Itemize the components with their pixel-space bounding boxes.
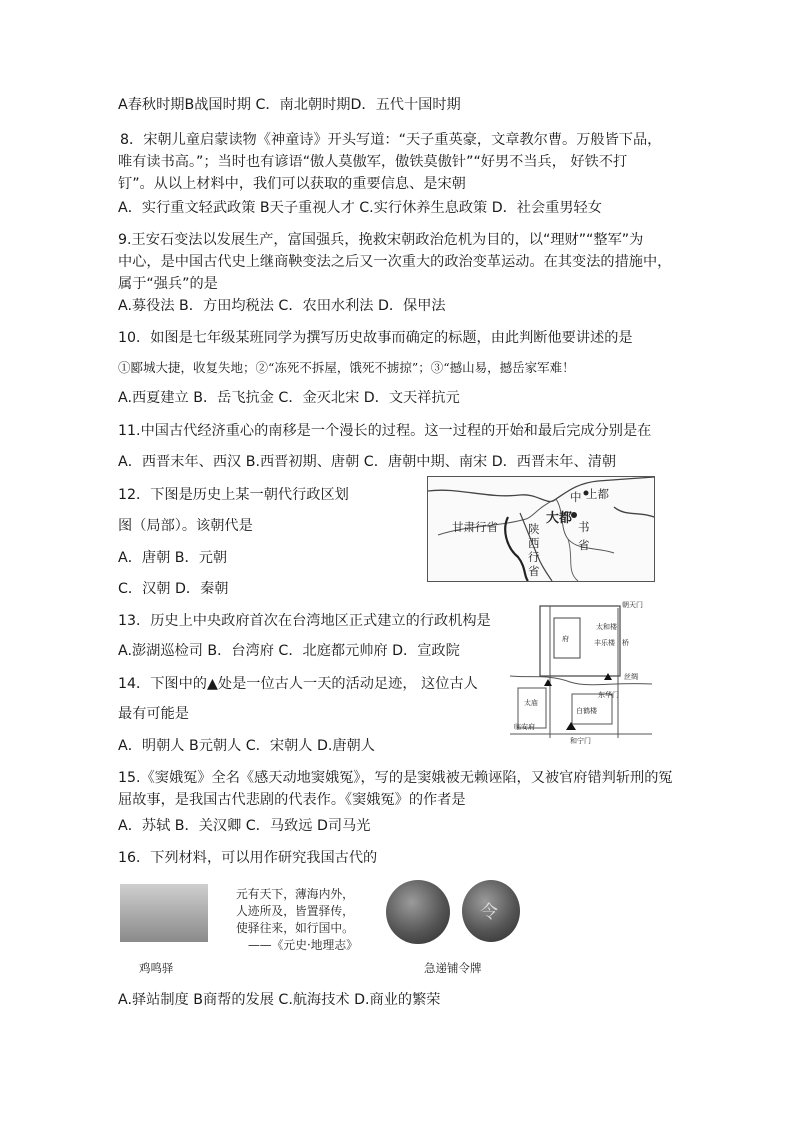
q7-options: A春秋时期B战国时期 C．南北朝时期D．五代十国时期 — [118, 97, 461, 113]
map-label-gansu: 甘肃行省 — [452, 520, 498, 534]
q12-stem-line-2: 图（局部）。该朝代是 — [118, 518, 253, 534]
q15-options: A．苏轼 B．关汉卿 C．马致远 D司马光 — [118, 818, 371, 834]
q14-label-9: 临安府 — [514, 723, 535, 731]
q8-options: A．实行重文轻武政策 B天子重视人才 C.实行休养生息政策 D．社会重男轻女 — [118, 200, 602, 216]
quote-line-1: 元有天下，薄海内外， — [236, 887, 354, 901]
q10-titles: ①郾城大捷，收复失地；②“冻死不拆屋，饿死不掳掠”；③“撼山易，撼岳家军难！ — [118, 360, 575, 375]
q13-options: A.澎湖巡检司 B．台湾府 C．北庭都元帅府 D．宣政院 — [118, 643, 460, 659]
token-caption: 急递铺令牌 — [424, 961, 482, 975]
quote-line-3: 使驿往来，如行国中。 — [236, 921, 354, 935]
q8-stem-line-2: 唯有读书高。”；当时也有谚语“傲人莫傲军，傲铁莫傲针”“好男不当兵， 好铁不打 — [118, 154, 628, 170]
q15-stem-line-2: 屈故事，是我国古代悲剧的代表作。《窦娥冤》的作者是 — [118, 792, 466, 808]
q11-options: A．西晋末年、西汉 B.西晋初期、唐朝 C．唐朝中期、南宋 D．西晋末年、清朝 — [118, 454, 617, 470]
map-label-dadu: 大都 — [546, 511, 573, 526]
q12-dynasty-map — [427, 476, 655, 582]
jimingyi-photo — [120, 884, 208, 942]
q14-label-8: 白鹤楼 — [576, 707, 597, 715]
q13-stem: 13．历史上中央政府首次在台湾地区正式建立的行政机构是 — [118, 613, 491, 629]
q14-label-0: 朝天门 — [622, 601, 643, 609]
q14-options: A．明朝人 B元朝人 C．宋朝人 D.唐朝人 — [118, 738, 375, 754]
q14-label-3: 府 — [562, 635, 569, 643]
q8-stem-line-1: 8．宋朝儿童启蒙读物《神童诗》开头写道：“天子重英豪，文章教尔曹。万般皆下品， — [120, 132, 662, 148]
q10-options: A.西夏建立 B．岳飞抗金 C．金灭北宋 D．文天祥抗元 — [118, 390, 460, 406]
q14-stem-line-1: 14．下图中的▲处是一位古人一天的活动足迹， 这位古人 — [118, 676, 478, 692]
q10-stem: 10．如图是七年级某班同学为撰写历史故事而确定的标题，由此判断他要讲述的是 — [118, 330, 633, 346]
q16-stem: 16．下列材料，可以用作研究我国古代的 — [118, 850, 378, 866]
q12-stem-line-1: 12．下图是历史上某一朝代行政区划 — [118, 487, 349, 503]
token-right-char: 令 — [480, 902, 498, 923]
q9-options: A.募役法 B．方田均税法 C．农田水利法 D．保甲法 — [118, 298, 446, 314]
q12-options-1: A．唐朝 B．元朝 — [118, 550, 228, 566]
map-label-shaanxi-2: 西 — [528, 536, 540, 550]
q8-stem-line-3: 钉”。从以上材料中，我们可以获取的重要信息、是宋朝 — [118, 176, 466, 192]
q15-stem-line-1: 15.《窦娥冤》全名《感天动地窦娥冤》，写的是窦娥被无赖诬陷，又被官府错判斩刑的冤 — [118, 770, 673, 786]
q14-label-10: 和宁门 — [570, 737, 591, 745]
map-label-zhongshu: 中 — [570, 490, 582, 504]
q14-label-2: 丰乐楼 — [594, 639, 615, 647]
q14-label-4: 桥 — [622, 639, 629, 647]
map-label-shaanxi-4: 省 — [528, 564, 540, 578]
quote-source: ——《元史·地理志》 — [248, 938, 358, 952]
jimingyi-caption: 鸡鸣驿 — [139, 961, 174, 975]
q14-label-7: 东华门 — [598, 691, 619, 699]
q14-label-1: 太和楼 — [596, 623, 617, 631]
quote-line-2: 人迹所及，皆置驿传， — [236, 904, 354, 918]
map-label-shu: 书 — [578, 520, 590, 534]
map-label-shangdu: 上都 — [586, 487, 609, 501]
q9-stem-line-3: 属于“强兵”的是 — [118, 276, 218, 292]
q16-options: A.驿站制度 B商帮的发展 C.航海技术 D.商业的繁荣 — [118, 992, 441, 1008]
map-label-sheng: 省 — [578, 538, 590, 552]
q9-stem-line-1: 9.王安石变法以发展生产，富国强兵，挽救宋朝政治危机为目的，以“理财”“整军”为 — [118, 232, 644, 248]
q14-stem-line-2: 最有可能是 — [118, 706, 189, 722]
q14-label-5: 太庙 — [524, 699, 538, 707]
q9-stem-line-2: 中心，是中国古代史上继商鞅变法之后又一次重大的政治变革运动。在其变法的措施中， — [118, 254, 672, 270]
q12-options-2: C．汉朝 D．秦朝 — [118, 581, 229, 597]
q14-label-6: 丝绸 — [624, 673, 638, 681]
q11-stem: 11.中国古代经济重心的南移是一个漫长的过程。这一过程的开始和最后完成分别是在 — [118, 423, 652, 439]
map-label-shaanxi-3: 行 — [528, 550, 540, 564]
q14-city-map — [510, 598, 652, 746]
token-left-image — [386, 880, 450, 944]
token-right-image — [462, 880, 520, 942]
map-label-shaanxi-1: 陕 — [528, 522, 540, 536]
